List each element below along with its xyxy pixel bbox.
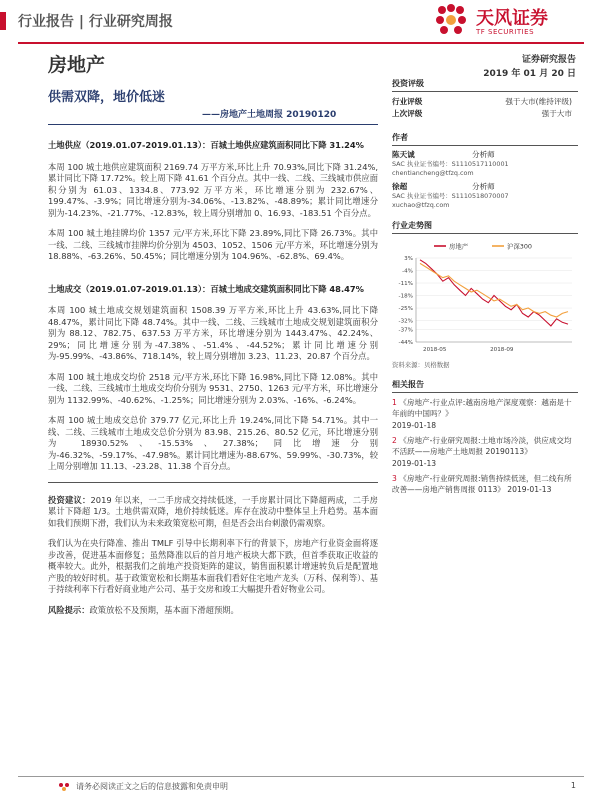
related-report-item[interactable] — [392, 473, 578, 495]
author-email[interactable]: xuchao@tfzq.com — [392, 201, 450, 209]
header-title: 行业报告 | 行业研究周报 — [18, 14, 173, 30]
prev-rating-key: 上次评级 — [392, 109, 423, 118]
prev-rating-row — [392, 108, 578, 120]
deal-heading: 土地成交（2019.01.07-2019.01.13）：百城土地成交建筑面积同比下降 48.47% — [48, 283, 364, 294]
chart-heading: 行业走势图 — [392, 220, 578, 234]
deal-paragraph-2: 本周 100 城土地成交均价 2518 元/平方米,环比下降 16.98%,同比下降 12.08%。其中一线、二线、三线城市土地成交均价分别为 9531、2750、1263 元/平方米，环比增速分别为 1132.99%、-40.62%、-1.25%；同比增速分别为 2.03%、-16%、-6.24%。 — [48, 371, 378, 405]
footer-divider — [18, 776, 584, 777]
header-divider — [18, 42, 584, 44]
related-title: 《房地产-行业研究周报:销售持续低迷，但二线有所改善——房地产销售周报 0113》 — [392, 474, 572, 494]
related-report-item[interactable] — [392, 397, 578, 419]
logo-text-cn: 天风证券 — [476, 8, 548, 29]
report-subtitle: ——房地产土地周报 20190120 — [202, 110, 337, 120]
main-content — [48, 140, 378, 625]
deal-paragraph-3: 本周 100 城土地成交总价 379.77 亿元,环比上升 19.24%,同比下降 54.71%。其中一线、二线、三线城市土地成交总价分别为 83.98、215.26、80.52 亿元，环比增速分别为 18930.52%、-15.53%、27.38%；同比增速分别为-46.32%、-59.17%、-47.98%。累计同比增速为-88.67%、59.99%、-30.73%，较上周分别增加 11.13、-23.28、11.38 个百分点。 — [48, 415, 378, 471]
related-date: 2019-01-13 — [507, 485, 552, 494]
advice-label: 投资建议： — [48, 494, 91, 505]
logo-text-en: TF SECURITIES — [476, 28, 535, 36]
legend-label: 沪深300 — [507, 242, 532, 251]
deal-paragraph-1: 本周 100 城土地成交规划建筑面积 1508.39 万平方米,环比上升 43.63%,同比下降 48.47%，累计同比下降 48.74%。其中一线、二线、三线城市土地成交规划建筑面积分别为 88.12、782.75、637.53 万平方米，环比增速分别为 1443.47%、42.24%、29%；同比增速分别为-47.38%、-51.4%、-44.52%；累计同比增速分别为-95.99%、-43.86%、718.14%，较上周分别增加 3.23、11.23、20.87 个百分点。 — [48, 305, 378, 361]
related-date: 2019-01-13 — [392, 459, 437, 468]
x-tick-label: 2018-05 — [423, 347, 447, 353]
y-tick-label: -11% — [398, 281, 413, 288]
author-sac: SAC 执业证书编号：S1110518070007 — [392, 192, 509, 200]
chart-source: 资料来源：贝格数据 — [392, 361, 450, 369]
footer-logo-icon — [58, 782, 70, 792]
risk-paragraph — [48, 605, 378, 617]
author-email[interactable]: chentiancheng@tfzq.com — [392, 169, 474, 177]
related-title: 《房地产-行业点评:越南房地产深度观察：越南是十年前的中国吗？》 — [392, 398, 572, 418]
series-line-real-estate — [420, 260, 568, 326]
author-sac: SAC 执业证书编号：S1110517110001 — [392, 160, 509, 168]
author-title: 分析师 — [472, 182, 495, 191]
rating-row — [392, 96, 578, 108]
report-date: 2019 年 01 月 20 日 — [483, 69, 576, 79]
report-title: 供需双降，地价低迷 — [48, 90, 166, 105]
author-heading: 作者 — [392, 132, 578, 146]
supply-paragraph-2: 本周 100 城土地挂牌均价 1357 元/平方米,环比下降 23.89%,同比下降 26.73%。其中一线、二线、三线城市挂牌均价分别为 4503、1052、1506 元/平方米，环比增速分别为 18.88%、-63.26%、50.45%；同比增速分别为 104.96%、-62.8%、69.4%。 — [48, 228, 378, 261]
y-tick-label: -32% — [398, 318, 413, 325]
report-type: 证券研究报告 — [521, 55, 576, 65]
logo-mark-icon — [432, 2, 470, 40]
x-tick-label: 2018-09 — [490, 347, 514, 353]
industry-trend-chart — [392, 238, 578, 356]
y-tick-label: -37% — [398, 327, 413, 334]
advice-paragraph-2: 我们认为在央行降准、推出 TMLF 引导中长期利率下行的背景下，房地产行业资金面将逐步改善，促进基本面修复；虽然降准以后的首月地产板块大都下跌，但首季获取正收益的概率较大。此外，根据我们之前地产投资矩阵的建议，销售面积累计增速转负后是配置地产股的较好时机。基于政策宽松和长期基本面我们看好住宅地产龙头（万科、保利等）、基于持续利率下行看好商业地产公司、基于交房和竣工大幅提升看好物业公司。 — [48, 538, 378, 594]
y-tick-label: 3% — [404, 256, 413, 262]
sidebar — [392, 78, 578, 496]
related-list — [392, 397, 578, 495]
related-date: 2019-01-18 — [392, 421, 437, 430]
related-num: 3 — [392, 474, 397, 483]
legend-label: 房地产 — [449, 242, 469, 251]
rating-key: 行业评级 — [392, 97, 423, 106]
rating-heading: 投资评级 — [392, 78, 578, 92]
sector-name: 房地产 — [48, 54, 106, 76]
section-divider — [48, 482, 378, 483]
supply-paragraph-1: 本周 100 城土地供应建筑面积 2169.74 万平方米,环比上升 70.93%,同比下降 31.24%,累计同比下降 17.72%。较上周下降 41.61 个百分点。其中一线、二线、三线城市供应面积分别为 61.03、1334.8、773.92 万平方米，环比增速分别为 232.67%、199.47%、-3.9%；同比增速分别为-34.06%、-13.82%、-48.89%；累计同比增速分别为-14.23%、-21.77%、-12.83%，较上周分别增加 0、16.93、-183.51 个百分点。 — [48, 161, 378, 218]
advice-paragraph-1 — [48, 495, 378, 530]
title-divider — [48, 124, 378, 125]
risk-label: 风险提示： — [48, 604, 90, 615]
trend-chart-svg — [392, 238, 578, 356]
y-tick-label: -4% — [402, 268, 413, 275]
y-tick-label: -18% — [398, 293, 413, 300]
related-title: 《房地产-行业研究周报:土地市场冷淡，供应成交均不活跃——房地产土地周报 20190113》 — [392, 436, 572, 456]
author-card — [392, 182, 578, 210]
related-num: 2 — [392, 436, 397, 445]
related-report-item[interactable] — [392, 435, 578, 457]
footer-disclaimer: 请务必阅读正文之后的信息披露和免责申明 — [76, 782, 228, 791]
author-card — [392, 150, 578, 178]
author-name: 陈天诚 — [392, 150, 415, 159]
y-tick-label: -44% — [398, 340, 413, 346]
header-accent-bar — [0, 12, 6, 30]
supply-heading: 土地供应（2019.01.07-2019.01.13）：百城土地供应建筑面积同比下降 31.24% — [48, 140, 364, 150]
y-tick-label: -25% — [398, 306, 413, 313]
rating-value: 强于大市(维持评级) — [505, 97, 572, 106]
author-title: 分析师 — [472, 150, 495, 159]
series-line-csi300 — [420, 263, 568, 317]
author-name: 徐超 — [392, 182, 408, 191]
page-header — [0, 0, 600, 44]
page-number: 1 — [570, 781, 576, 790]
risk-text: 政策放松不及预期，基本面下滑超预期。 — [89, 604, 239, 615]
related-num: 1 — [392, 398, 397, 407]
prev-rating-value: 强于大市 — [541, 109, 572, 118]
related-heading: 相关报告 — [392, 379, 578, 393]
advice-text-1: 2019 年以来，一二手房成交持续低迷，一手房累计同比下降超两成，二手房累计下降超 1/3。土地供需双降，地价持续低迷。库存在波动中整体呈上升趋势。基本面如我们预期下滑，我们认为未来政策宽松可期，但是否会出台刺激仍需观察。 — [48, 494, 378, 528]
company-logo — [432, 2, 584, 40]
